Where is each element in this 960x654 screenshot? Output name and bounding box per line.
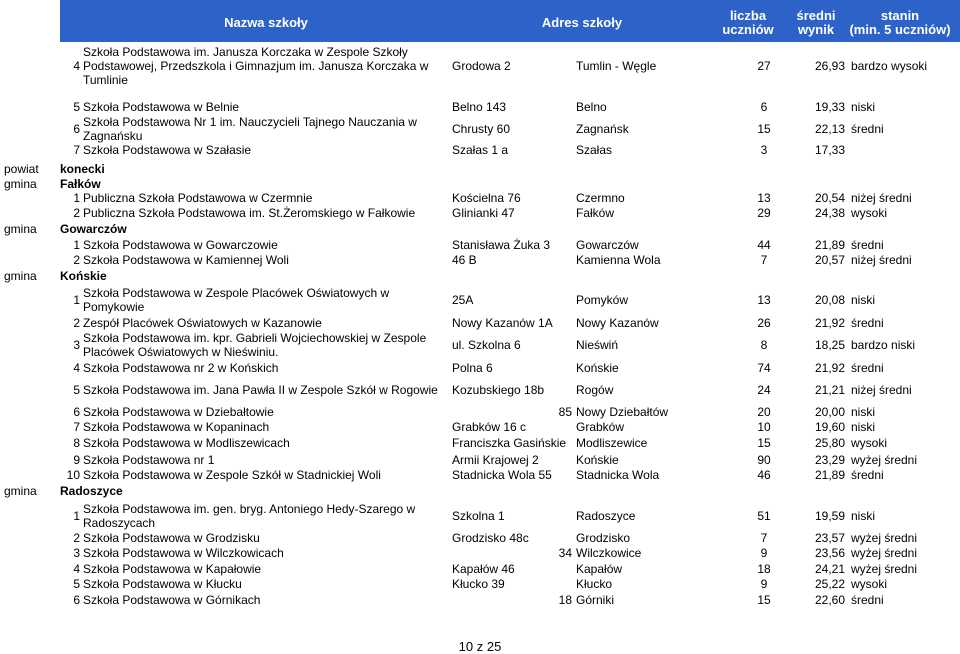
table-row [0, 115, 960, 143]
student-count: 74 [757, 361, 771, 375]
school-city: Końskie [576, 453, 619, 467]
table-row [0, 593, 960, 607]
school-name: Publiczna Szkoła Podstawowa w Czermnie [83, 191, 313, 205]
stanin-value: średni [851, 593, 884, 607]
group-name: Końskie [60, 269, 107, 283]
school-number: 6 [73, 122, 80, 136]
school-street: Chrusty 60 [452, 122, 511, 136]
average-score: 22,60 [814, 593, 845, 607]
group-name: Gowarczów [60, 222, 127, 236]
table-row [0, 45, 960, 87]
average-score: 21,92 [814, 316, 845, 330]
school-street: Armii Krajowej 2 [452, 453, 539, 467]
school-name: Szkoła Podstawowa w Modliszewicach [83, 436, 290, 450]
group-row [0, 162, 960, 176]
stanin-value: wysoki [851, 206, 888, 220]
group-row [0, 177, 960, 191]
school-city: Końskie [576, 361, 619, 375]
school-name: Szkoła Podstawowa im. Janusza Korczaka w Zespole Szkoły Podstawowej, Przedszkola i Gimnazjum im. Janusza Korczaka w Tumlinie [83, 45, 429, 87]
school-city: Nowy Dziebałtów [576, 405, 669, 419]
stanin-value: wyżej średni [851, 562, 918, 576]
average-score: 26,93 [814, 59, 845, 73]
student-count: 13 [757, 191, 771, 205]
average-score: 25,22 [814, 577, 845, 591]
student-count: 9 [760, 577, 768, 591]
group-name: Radoszyce [60, 484, 123, 498]
school-name: Szkoła Podstawowa Nr 1 im. Nauczycieli Tajnego Nauczania w Zagnańsku [83, 115, 417, 143]
school-name: Szkoła Podstawowa nr 1 [83, 453, 215, 467]
student-count: 10 [757, 420, 771, 434]
school-city: Kamienna Wola [576, 253, 661, 267]
school-name: Szkoła Podstawowa w Kopaninach [83, 420, 270, 434]
average-score: 18,25 [814, 338, 845, 352]
average-score: 17,33 [814, 143, 845, 157]
average-score: 23,29 [814, 453, 845, 467]
school-name: Szkoła Podstawowa w Szałasie [83, 143, 252, 157]
school-name: Publiczna Szkoła Podstawowa im. St.Żeromskiego w Fałkowie [83, 206, 416, 220]
student-count: 27 [757, 59, 771, 73]
student-count: 29 [757, 206, 771, 220]
group-name: konecki [60, 162, 105, 176]
average-score: 21,89 [814, 468, 845, 482]
school-city: Modliszewice [576, 436, 648, 450]
school-number: 1 [73, 238, 80, 252]
school-number: 4 [73, 59, 80, 73]
table-row [0, 206, 960, 220]
school-number: 5 [73, 383, 80, 397]
table-row [0, 316, 960, 330]
average-score: 23,57 [814, 531, 845, 545]
school-name: Szkoła Podstawowa w Kłucku [83, 577, 242, 591]
school-city: Belno [576, 100, 607, 114]
stanin-value: niżej średni [851, 253, 912, 267]
school-number: 2 [73, 206, 80, 220]
school-name: Szkoła Podstawowa w Grodzisku [83, 531, 260, 545]
school-street: Szałas 1 a [452, 143, 509, 157]
table-row [0, 191, 960, 205]
school-name: Szkoła Podstawowa w Wilczkowicach [83, 546, 284, 560]
school-number: 1 [73, 509, 80, 523]
average-score: 20,08 [814, 293, 845, 307]
school-street: Polna 6 [452, 361, 493, 375]
stanin-value: wysoki [851, 436, 888, 450]
average-score: 24,38 [814, 206, 845, 220]
average-score: 21,89 [814, 238, 845, 252]
header-avg: średni wynik [796, 8, 836, 37]
school-number: 1 [73, 293, 80, 307]
stanin-value: bardzo wysoki [851, 59, 928, 73]
school-number: 7 [73, 420, 80, 434]
school-name: Szkoła Podstawowa w Kamiennej Woli [83, 253, 289, 267]
student-count: 7 [760, 253, 768, 267]
school-street: Glinianki 47 [452, 206, 515, 220]
group-name: Fałków [60, 177, 101, 191]
school-number: 9 [73, 453, 80, 467]
student-count: 90 [757, 453, 771, 467]
student-count: 26 [757, 316, 771, 330]
table-row [0, 286, 960, 314]
school-name: Szkoła Podstawowa w Dziebałtowie [83, 405, 274, 419]
student-count: 9 [760, 546, 768, 560]
school-name: Szkoła Podstawowa w Zespole Szkół w Stadnickiej Woli [83, 468, 381, 482]
school-street: 18 [558, 593, 572, 607]
student-count: 20 [757, 405, 771, 419]
school-city: Stadnicka Wola [576, 468, 660, 482]
school-street: 85 [558, 405, 572, 419]
school-number: 1 [73, 191, 80, 205]
school-city: Gowarczów [576, 238, 639, 252]
student-count: 8 [760, 338, 768, 352]
school-city: Fałków [576, 206, 615, 220]
school-number: 8 [73, 436, 80, 450]
group-row [0, 484, 960, 498]
school-city: Grabków [576, 420, 625, 434]
average-score: 22,13 [814, 122, 845, 136]
school-number: 3 [73, 338, 80, 352]
average-score: 23,56 [814, 546, 845, 560]
student-count: 13 [757, 293, 771, 307]
average-score: 20,00 [814, 405, 845, 419]
school-city: Nowy Kazanów [576, 316, 659, 330]
average-score: 21,21 [814, 383, 845, 397]
average-score: 24,21 [814, 562, 845, 576]
school-name: Szkoła Podstawowa nr 2 w Końskich [83, 361, 279, 375]
school-number: 3 [73, 546, 80, 560]
school-city: Zagnańsk [576, 122, 629, 136]
table-row [0, 436, 960, 450]
school-number: 4 [73, 562, 80, 576]
table-row [0, 562, 960, 576]
table-row [0, 546, 960, 560]
school-street: Belno 143 [452, 100, 507, 114]
student-count: 51 [757, 509, 771, 523]
average-score: 19,59 [814, 509, 845, 523]
stanin-value: niski [851, 405, 876, 419]
table-row [0, 143, 960, 157]
table-row [0, 331, 960, 359]
stanin-value: wyżej średni [851, 453, 918, 467]
table-row [0, 468, 960, 482]
school-number: 4 [73, 361, 80, 375]
group-level: gmina [4, 484, 37, 498]
school-number: 5 [73, 100, 80, 114]
stanin-value: średni [851, 238, 884, 252]
group-row [0, 269, 960, 283]
school-number: 6 [73, 405, 80, 419]
table-row [0, 238, 960, 252]
school-number: 10 [66, 468, 80, 482]
school-name: Szkoła Podstawowa w Kapałowie [83, 562, 262, 576]
school-city: Grodzisko [576, 531, 631, 545]
school-street: Grodzisko 48c [452, 531, 529, 545]
school-name: Szkoła Podstawowa im. Jana Pawła II w Zespole Szkół w Rogowie [83, 383, 438, 397]
school-name: Szkoła Podstawowa w Górnikach [83, 593, 261, 607]
school-name: Szkoła Podstawowa w Zespole Placówek Oświatowych w Pomykowie [83, 286, 390, 314]
school-street: Franciszka Gasińskie [452, 436, 567, 450]
school-street: ul. Szkolna 6 [452, 338, 521, 352]
school-city: Radoszyce [576, 509, 636, 523]
school-city: Kłucko [576, 577, 613, 591]
school-number: 2 [73, 531, 80, 545]
stanin-value: wyżej średni [851, 531, 918, 545]
table-row [0, 502, 960, 530]
stanin-value: niski [851, 100, 876, 114]
student-count: 15 [757, 593, 771, 607]
school-city: Rogów [576, 383, 614, 397]
school-city: Górniki [576, 593, 615, 607]
student-count: 46 [757, 468, 771, 482]
stanin-value: niski [851, 293, 876, 307]
school-street: 25A [452, 293, 474, 307]
school-city: Wilczkowice [576, 546, 642, 560]
school-number: 2 [73, 253, 80, 267]
table-row [0, 253, 960, 267]
school-city: Pomyków [576, 293, 629, 307]
table-row [0, 361, 960, 375]
stanin-value: wysoki [851, 577, 888, 591]
page-number: 10 z 25 [458, 639, 502, 654]
student-count: 44 [757, 238, 771, 252]
school-city: Tumlin - Węgle [576, 59, 657, 73]
table-row [0, 420, 960, 434]
header-count: liczba uczniów [722, 8, 774, 37]
stanin-value: wyżej średni [851, 546, 918, 560]
school-name: Szkoła Podstawowa w Belnie [83, 100, 240, 114]
school-street: Kozubskiego 18b [452, 383, 545, 397]
student-count: 24 [757, 383, 771, 397]
school-street: Kościelna 76 [452, 191, 521, 205]
stanin-value: średni [851, 122, 884, 136]
stanin-value: niżej średni [851, 383, 912, 397]
school-number: 5 [73, 577, 80, 591]
school-city: Kapałów [576, 562, 623, 576]
stanin-value: średni [851, 468, 884, 482]
group-level: powiat [4, 162, 39, 176]
student-count: 15 [757, 122, 771, 136]
school-street: Kapałów 46 [452, 562, 515, 576]
school-street: Stanisława Żuka 3 [452, 238, 551, 252]
group-level: gmina [4, 177, 37, 191]
group-level: gmina [4, 222, 37, 236]
school-name: Szkoła Podstawowa im. kpr. Gabrieli Wojciechowskiej w Zespole Placówek Oświatowych w Nieświniu. [83, 331, 427, 359]
table-row [0, 577, 960, 591]
header-stanin: stanin (min. 5 uczniów) [849, 8, 951, 37]
average-score: 20,54 [814, 191, 845, 205]
group-row [0, 222, 960, 236]
school-number: 2 [73, 316, 80, 330]
average-score: 20,57 [814, 253, 845, 267]
school-number: 7 [73, 143, 80, 157]
student-count: 15 [757, 436, 771, 450]
school-city: Szałas [576, 143, 613, 157]
school-name: Zespół Placówek Oświatowych w Kazanowie [83, 316, 322, 330]
school-street: Nowy Kazanów 1A [452, 316, 553, 330]
school-street: Grabków 16 c [452, 420, 527, 434]
school-street: Szkolna 1 [452, 509, 505, 523]
average-score: 19,33 [814, 100, 845, 114]
stanin-value: średni [851, 361, 884, 375]
header-name: Nazwa szkoły [224, 15, 308, 30]
school-city: Nieświń [576, 338, 619, 352]
student-count: 6 [760, 100, 768, 114]
stanin-value: niski [851, 509, 876, 523]
table-row [0, 376, 960, 404]
stanin-value: niski [851, 420, 876, 434]
stanin-value: niżej średni [851, 191, 912, 205]
school-city: Czermno [576, 191, 625, 205]
school-name: Szkoła Podstawowa w Gowarczowie [83, 238, 278, 252]
average-score: 19,60 [814, 420, 845, 434]
school-number: 6 [73, 593, 80, 607]
table-row [0, 531, 960, 545]
table-row [0, 453, 960, 467]
school-name: Szkoła Podstawowa im. gen. bryg. Antoniego Hedy-Szarego w Radoszycach [83, 502, 416, 530]
header-address: Adres szkoły [541, 15, 623, 30]
average-score: 21,92 [814, 361, 845, 375]
table-row [0, 405, 960, 419]
school-street: Stadnicka Wola 55 [452, 468, 552, 482]
school-street: 34 [558, 546, 572, 560]
school-street: 46 B [452, 253, 477, 267]
student-count: 3 [760, 143, 768, 157]
average-score: 25,80 [814, 436, 845, 450]
table-row [0, 100, 960, 114]
student-count: 7 [760, 531, 768, 545]
school-street: Grodowa 2 [452, 59, 511, 73]
group-level: gmina [4, 269, 37, 283]
school-street: Kłucko 39 [452, 577, 505, 591]
student-count: 18 [757, 562, 771, 576]
stanin-value: bardzo niski [851, 338, 916, 352]
stanin-value: średni [851, 316, 884, 330]
